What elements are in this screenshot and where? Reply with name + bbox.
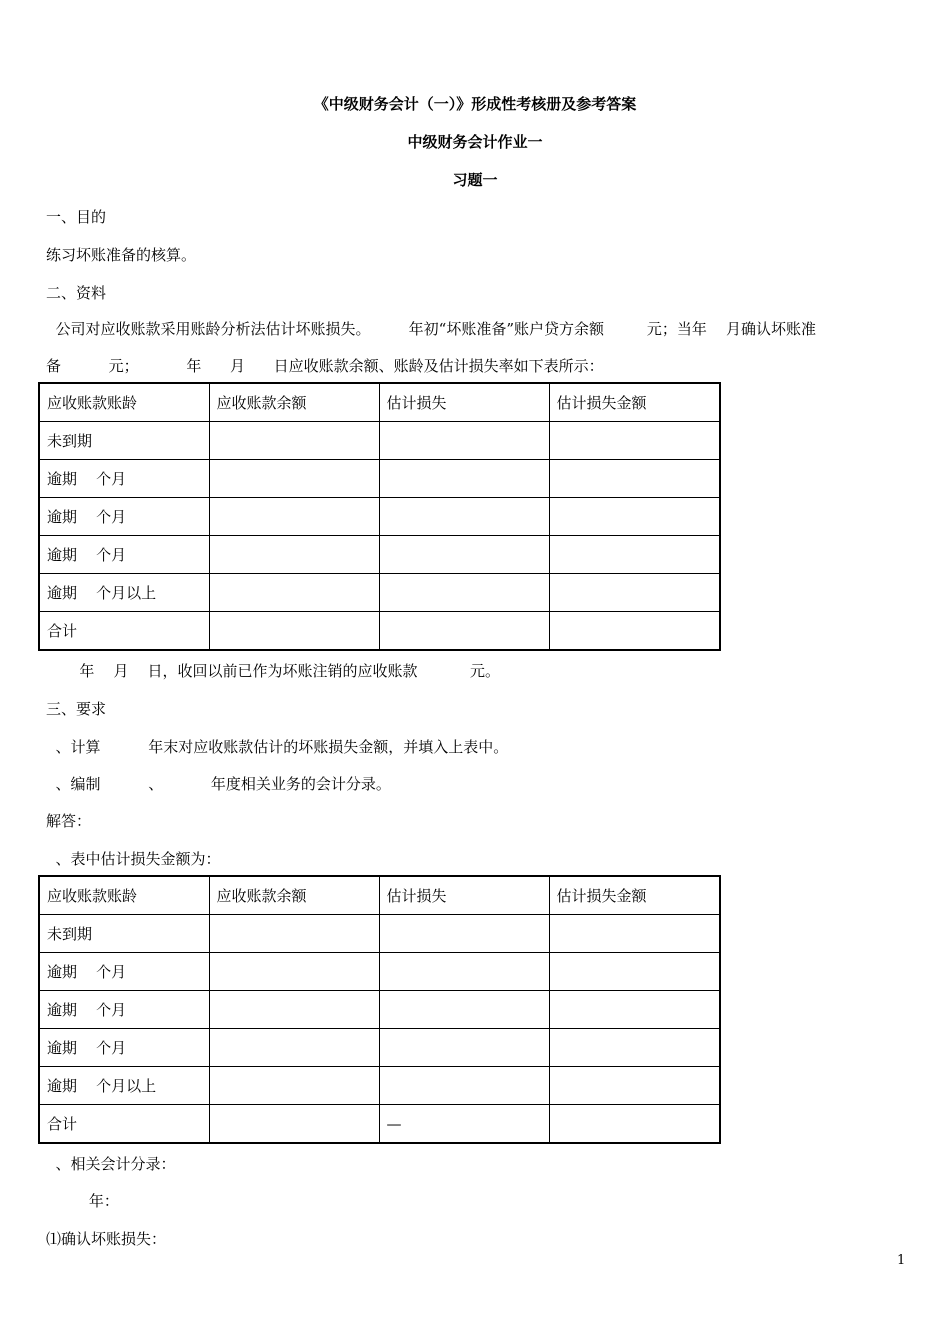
table-total-row [39,1105,720,1144]
table-cell [549,498,720,536]
answer-item-1: ⑴确认坏账损失： [46,1230,167,1248]
table-cell: 逾期 个月 [39,460,209,498]
requirement-2: 、编制 、 年度相关业务的会计分录。 [46,775,391,793]
table-cell [209,498,379,536]
answer-year-line: 年： [46,1192,119,1210]
table-cell [379,915,549,953]
table-cell [549,574,720,612]
table-cell [379,422,549,460]
table-total-row [39,612,720,651]
table-row [39,991,720,1029]
table-cell [549,460,720,498]
table-cell [209,460,379,498]
table-cell [379,574,549,612]
header-cell: 应收账款账龄 [39,876,209,915]
table-row [39,1067,720,1105]
answer-1: 、表中估计损失金额为： [46,850,221,868]
table-cell [549,1067,720,1105]
table-cell [549,915,720,953]
table-cell: 逾期 个月 [39,498,209,536]
table-cell [549,612,720,651]
table-cell: 未到期 [39,422,209,460]
section-2-line-1: 公司对应收账款采用账龄分析法估计坏账损失。 年初“坏账准备”账户贷方余额 元；当年 月确认坏账准 [46,320,817,338]
section-2-after-table: 年 月 日，收回以前已作为坏账注销的应收账款 元。 [46,662,500,680]
table-cell [549,422,720,460]
header-cell: 估计损失金额 [549,876,720,915]
table-row [39,915,720,953]
section-2-heading: 二、资料 [46,284,107,302]
table-row [39,422,720,460]
table-cell: 未到期 [39,915,209,953]
header-cell: 应收账款账龄 [39,383,209,422]
aging-table-1 [38,382,721,651]
table-cell [549,953,720,991]
table-cell [209,422,379,460]
table-cell [209,1105,379,1144]
table-cell [549,1105,720,1144]
table-cell [379,1029,549,1067]
table-row [39,498,720,536]
table-cell [549,1029,720,1067]
table-row [39,536,720,574]
table-cell [209,574,379,612]
table-cell [379,498,549,536]
table-row [39,953,720,991]
section-1-heading: 一、目的 [46,208,107,226]
page-number: 1 [897,1253,906,1268]
table-cell: 合计 [39,612,209,651]
answer-heading: 解答： [46,812,92,830]
assignment-title: 中级财务会计作业一 [407,133,543,151]
header-cell: 估计损失 [379,383,549,422]
header-cell: 应收账款余额 [209,383,379,422]
table-cell [549,991,720,1029]
table-cell [209,1029,379,1067]
table-row [39,574,720,612]
header-cell: 估计损失 [379,876,549,915]
table-cell: 逾期 个月 [39,536,209,574]
answer-2: 、相关会计分录： [46,1155,176,1173]
table-cell: 合计 [39,1105,209,1144]
table-cell [379,612,549,651]
table-cell: — [379,1105,549,1144]
section-3-heading: 三、要求 [46,700,107,718]
table-cell: 逾期 个月以上 [39,1067,209,1105]
table-cell [549,536,720,574]
table-header-row [39,383,720,422]
section-1-body: 练习坏账准备的核算。 [46,246,197,264]
table-row [39,1029,720,1067]
table-cell: 逾期 个月 [39,953,209,991]
table-cell [209,991,379,1029]
document-title: 《中级财务会计（一）》形成性考核册及参考答案 [313,95,637,113]
header-cell: 应收账款余额 [209,876,379,915]
table-cell: 逾期 个月 [39,1029,209,1067]
table-cell [209,1067,379,1105]
section-2-line-2: 备 元； 年 月 日应收账款余额、账龄及估计损失率如下表所示： [46,357,604,375]
table-cell [379,991,549,1029]
exercise-title: 习题一 [452,171,498,189]
header-cell: 估计损失金额 [549,383,720,422]
table-cell [209,915,379,953]
table-cell [379,460,549,498]
table-cell [209,536,379,574]
aging-table-2 [38,875,721,1144]
table-cell [209,953,379,991]
requirement-1: 、计算 年末对应收账款估计的坏账损失金额，并填入上表中。 [46,738,509,756]
table-cell [209,612,379,651]
table-cell [379,953,549,991]
table-row [39,460,720,498]
table-header-row [39,876,720,915]
table-cell [379,536,549,574]
table-cell [379,1067,549,1105]
table-cell: 逾期 个月以上 [39,574,209,612]
table-cell: 逾期 个月 [39,991,209,1029]
